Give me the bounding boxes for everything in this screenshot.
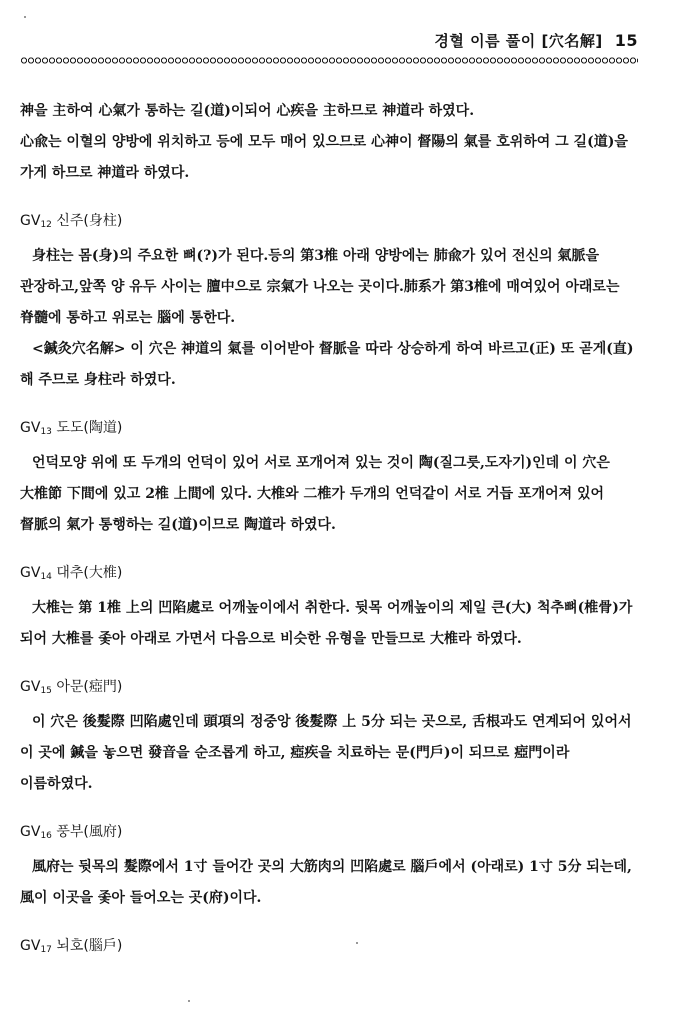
section-gv16 [20,820,640,914]
section-heading: $GV_{12}$ 신주(身柱) [20,213,123,230]
section-heading: $GV_{13}$ 도도(陶道) [20,420,123,437]
section-paragraph: <鍼灸穴名解> 이 穴은 神道의 氣를 이어받아 督脈을 따라 상승하게 하여 바르고(正) 또 곧게(直) 해 주므로 身柱라 하였다. [20,341,634,388]
header-title: 경혈 이름 풀이 [穴名解] [434,32,603,50]
page-number: 15 [614,31,638,50]
section-gv13 [20,416,640,541]
section-paragraph: 身柱는 몸(身)의 주요한 뼈(?)가 된다.등의 第3椎 아래 양방에는 肺兪가 있어 전신의 氣脈을 관장하고,앞쪽 양 유두 사이는 膻中으로 宗氣가 나오는 곳이다.肺系가 第3椎에 매여있어 아래로는 脊髓에 통하고 위로는 腦에 통한다. [20,248,620,326]
section-heading: $GV_{15}$ 아문(瘂門) [20,679,123,696]
scan-speck [188,1000,190,1002]
section-paragraph: 이 穴은 後髮際 凹陷處인데 頭項의 정중앙 後髮際 上 5分 되는 곳으로, 舌根과도 연계되어 있어서 이 곳에 鍼을 놓으면 發音을 순조롭게 하고, 瘂疾을 치료하는 문(門戶)이 되므로 瘂門이라 이름하였다. [20,714,632,792]
section-heading: $GV_{16}$ 풍부(風府) [20,824,123,841]
decorative-chain-border [20,56,638,65]
section-gv15 [20,675,640,800]
section-paragraph: 大椎는 第 1椎 上의 凹陷處로 어깨높이에서 취한다. 뒷목 어깨높이의 제일 큰(大) 척추뼈(椎骨)가 되어 大椎를 좇아 아래로 가면서 다음으로 비슷한 유형을 만들므로 大椎라 하였다. [20,600,633,647]
section-gv17 [20,934,640,962]
section-paragraph: 언덕모양 위에 또 두개의 언덕이 있어 서로 포개어져 있는 것이 陶(질그릇,도자기)인데 이 穴은 大椎節 下間에 있고 2椎 上間에 있다. 大椎와 二椎가 두개의 언덕같이 서로 거듭 포개어져 있어 督脈의 氣가 통행하는 길(道)이므로 陶道라 하였다. [20,455,610,533]
section-gv14 [20,561,640,655]
intro-paragraph: 神을 主하여 心氣가 통하는 길(道)이되어 心疾을 主하므로 神道라 하였다. [20,103,475,119]
section-gv12 [20,209,640,396]
section-heading: $GV_{17}$ 뇌호(腦戶) [20,938,123,955]
section-paragraph: 風府는 뒷목의 髮際에서 1寸 들어간 곳의 大筋肉의 凹陷處로 腦戶에서 (아래로) 1寸 5分 되는데, 風이 이곳을 좇아 들어오는 곳(府)이다. [20,859,632,906]
section-heading: $GV_{14}$ 대추(大椎) [20,565,123,582]
intro-paragraph: 心兪는 이혈의 양방에 위치하고 등에 모두 매어 있으므로 心神이 督陽의 氣를 호위하여 그 길(道)을 가게 하므로 神道라 하였다. [20,134,628,181]
scan-speck [356,942,358,944]
scan-speck [24,16,26,18]
running-header [434,30,638,51]
page-body [20,96,640,966]
